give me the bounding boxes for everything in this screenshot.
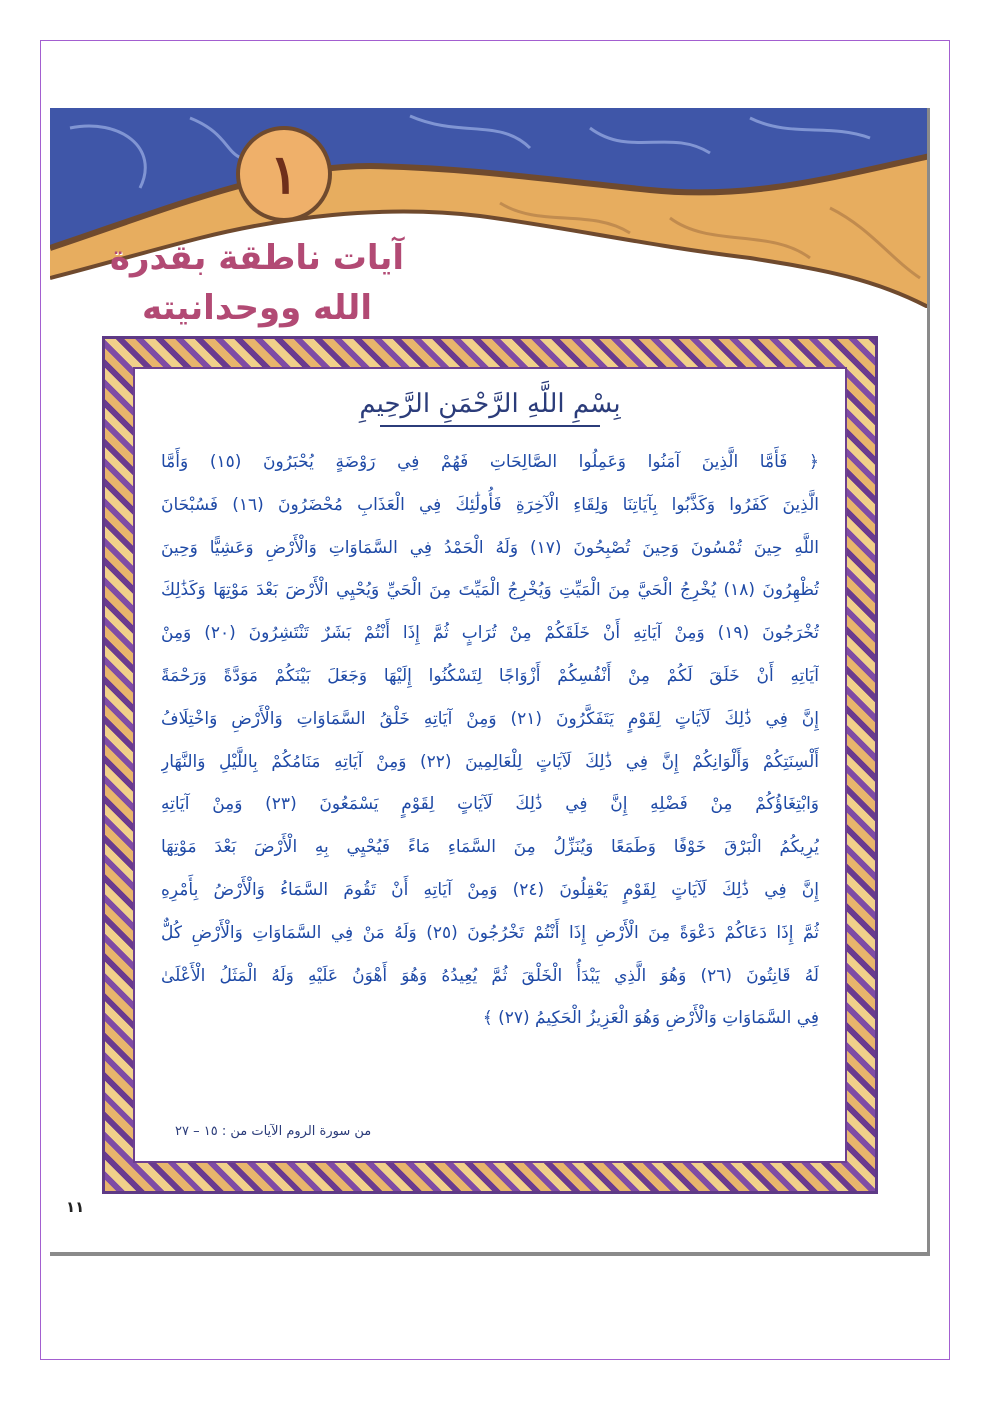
scanned-book-page <box>50 108 930 1256</box>
verse-line: آيَاتِهِ أَنْ خَلَقَ لَكُمْ مِنْ أَنْفُسِكُمْ أَزْوَاجًا لِتَسْكُنُوا إِلَيْهَا وَجَعَلَ بَيْنَكُمْ مَوَدَّةً وَرَحْمَةً <box>161 665 819 686</box>
verse-line: ثُمَّ إِذَا دَعَاكُمْ دَعْوَةً مِنَ الْأَرْضِ إِذَا أَنْتُمْ تَخْرُجُونَ (٢٥) وَلَهُ مَنْ فِي السَّمَاوَاتِ وَالْأَرْضِ كُلٌّ <box>161 922 819 943</box>
verse-line: تُخْرَجُونَ (١٩) وَمِنْ آيَاتِهِ أَنْ خَلَقَكُمْ مِنْ تُرَابٍ ثُمَّ إِذَا أَنْتُمْ بَشَرٌ تَنْتَشِرُونَ (٢٠) وَمِنْ <box>161 623 819 644</box>
basmala-calligraphy <box>135 389 845 427</box>
basmala-underline <box>380 425 600 427</box>
surah-source-reference: من سورة الروم الآيات من : ١٥ – ٢٧ <box>175 1124 372 1139</box>
verses-block <box>161 441 819 1040</box>
lesson-number-badge: ١ <box>236 126 332 222</box>
verse-line: تُظْهِرُونَ (١٨) يُخْرِجُ الْحَيَّ مِنَ الْمَيِّتِ وَيُخْرِجُ الْمَيِّتَ مِنَ الْحَيِّ وَيُحْيِي الْأَرْضَ بَعْدَ مَوْتِهَا وَكَذَٰلِكَ <box>161 580 819 601</box>
verse-line: إِنَّ فِي ذَٰلِكَ لَآيَاتٍ لِقَوْمٍ يَتَفَكَّرُونَ (٢١) وَمِنْ آيَاتِهِ خَلْقُ السَّمَاوَاتِ وَالْأَرْضِ وَاخْتِلَافُ <box>161 708 819 729</box>
verse-line: الَّذِينَ كَفَرُوا وَكَذَّبُوا بِآيَاتِنَا وَلِقَاءِ الْآخِرَةِ فَأُولَٰئِكَ فِي الْعَذَابِ مُحْضَرُونَ (١٦) فَسُبْحَانَ <box>161 494 819 515</box>
basmala-text: بِسْمِ اللَّهِ الرَّحْمَنِ الرَّحِيمِ <box>359 389 621 419</box>
page-number: ١١ <box>66 1198 85 1216</box>
verse-line: وَابْتِغَاؤُكُمْ مِنْ فَضْلِهِ إِنَّ فِي ذَٰلِكَ لَآيَاتٍ لِقَوْمٍ يَسْمَعُونَ (٢٣) وَمِنْ آيَاتِهِ <box>161 794 819 815</box>
lesson-title: آيات ناطقة بقدرة الله ووحدانيته <box>109 238 405 328</box>
verse-line: لَهُ قَانِتُونَ (٢٦) وَهُوَ الَّذِي يَبْدَأُ الْخَلْقَ ثُمَّ يُعِيدُهُ وَهُوَ أَهْوَنُ عَلَيْهِ وَلَهُ الْمَثَلُ الْأَعْلَىٰ <box>161 965 819 986</box>
verse-line: إِنَّ فِي ذَٰلِكَ لَآيَاتٍ لِقَوْمٍ يَعْقِلُونَ (٢٤) وَمِنْ آيَاتِهِ أَنْ تَقُومَ السَّمَاءُ وَالْأَرْضُ بِأَمْرِهِ <box>161 879 819 900</box>
ornamental-border-frame <box>102 336 878 1194</box>
verse-line: فِي السَّمَاوَاتِ وَالْأَرْضِ وَهُوَ الْعَزِيزُ الْحَكِيمُ (٢٧) ﴾ <box>482 1008 819 1029</box>
quran-text-panel <box>133 367 847 1163</box>
verse-line: أَلْسِنَتِكُمْ وَأَلْوَانِكُمْ إِنَّ فِي ذَٰلِكَ لَآيَاتٍ لِلْعَالِمِينَ (٢٢) وَمِنْ آيَاتِهِ مَنَامُكُمْ بِاللَّيْلِ وَالنَّهَارِ <box>161 751 819 772</box>
verse-line: اللَّهِ حِينَ تُمْسُونَ وَحِينَ تُصْبِحُونَ (١٧) وَلَهُ الْحَمْدُ فِي السَّمَاوَاتِ وَالْأَرْضِ وَعَشِيًّا وَحِينَ <box>161 537 819 558</box>
verse-line: يُرِيكُمُ الْبَرْقَ خَوْفًا وَطَمَعًا وَيُنَزِّلُ مِنَ السَّمَاءِ مَاءً فَيُحْيِي بِهِ الْأَرْضَ بَعْدَ مَوْتِهَا <box>161 837 819 858</box>
verse-line: ﴿ فَأَمَّا الَّذِينَ آمَنُوا وَعَمِلُوا الصَّالِحَاتِ فَهُمْ فِي رَوْضَةٍ يُحْبَرُونَ (١٥) وَأَمَّا <box>161 452 819 472</box>
